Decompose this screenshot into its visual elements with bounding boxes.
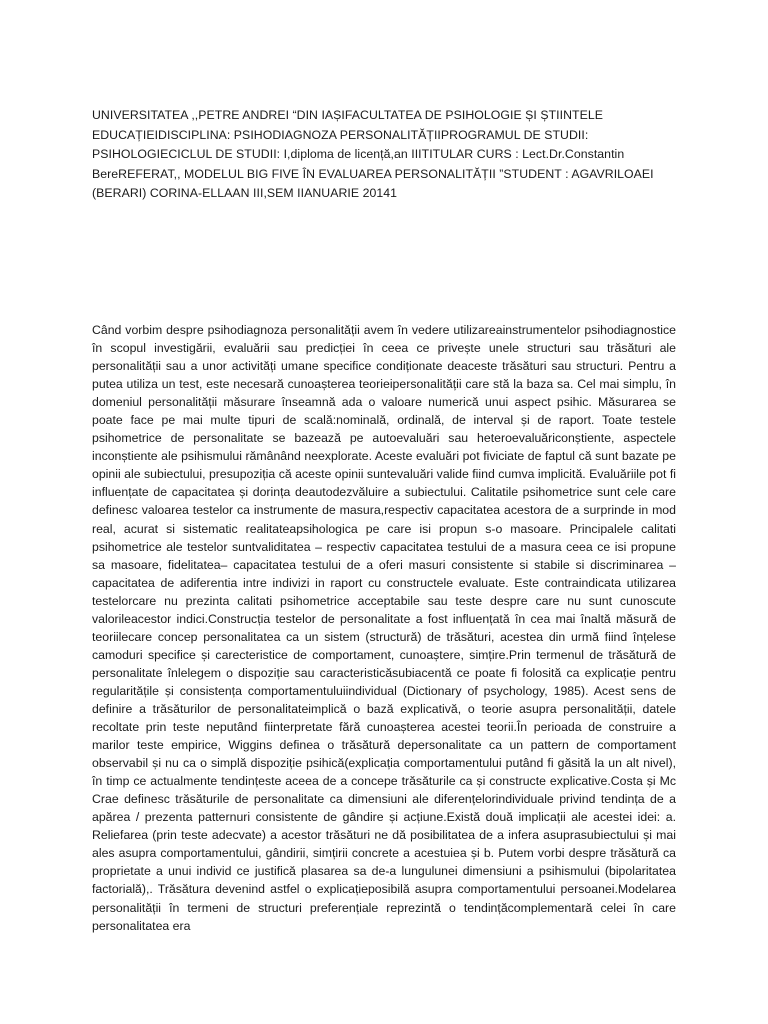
document-body-text: Când vorbim despre psihodiagnoza personalității avem în vedere utilizareainstrumentelor psihodiagnostice în scopul investigării, evaluării sau predicției în ceea ce privește unele structuri sau trăsături ale personalității sau a unor activități umane specifice condiționate deaceste trăsături sau structuri. Pentru a putea utiliza un test, este necesară cunoașterea teorieipersonalității care stă la baza sa. Cel mai simplu, în domeniul personalității măsurare înseamnă ada o valoare numerică unui aspect psihic. Măsurarea se poate face pe mai multe tipuri de scală:nominală, ordinală, de interval și de raport. Toate testele psihometrice de personalitate se bazează pe autoevaluări sau heteroevaluăriconștiente, aspectele inconștiente ale psihismului rămânând neexplorate. Aceste evaluări pot fiviciate de faptul că sunt bazate pe opinii ale subiectului, presupoziția că aceste opinii suntevaluări valide fiind cumva implicită. Evaluăriile pot fi influențate de capacitatea și dorința deautodezvăluire a subiectului. Calitatile psihometrice sunt cele care definesc valoarea testelor ca instrumente de masura,respectiv capacitatea acestora de a surprinde in mod real, acurat si sistematic realitateapsihologica pe care isi propun s-o masoare. Principalele calitati psihometrice ale testelor suntvaliditatea – respectiv capacitatea testului de a masura ceea ce isi propune sa masoare, fidelitatea– capacitatea testului de a oferi masuri consistente si stabile si discriminarea – capacitatea de adiferentia intre indivizi in raport cu constructele evaluate. Este contraindicata utilizarea testelorcare nu prezinta calitati psihometrice acceptabile sau teste despre care nu sunt cunoscute valorileacestor indici.Construcția testelor de personalitate a fost influențată în cea mai înaltă măsură de teoriilecare concep personalitatea ca un sistem (structură) de trăsături, acestea din urmă fiind înțelese camoduri specifice și carecteristice de comportament, cunoaștere, simțire.Prin termenul de trăsătură de personalitate înlelegem o dispoziție sau caracteristicăsubiacentă ce poate fi folosită ca explicație pentru regularitățile și consistența comportamentuluiindividual (Dictionary of psychology, 1985). Acest sens de definire a trăsăturilor de personalitateimplică o bază explicativă, o teorie asupra personalității, datele recoltate prin teste neputând fiinterpretate fără cunoașterea acestei teorii.În perioada de construire a marilor teste empirice, Wiggins definea o trăsătură depersonalitate ca un pattern de comportament observabil și nu ca o simplă dispoziție psihică(explicația comportamentului putând fi găsită la un alt nivel), în timp ce actualmente tendințeste aceea de a concepe trăsăturile ca și constructe explicative.Costa și Mc Crae definesc trăsăturile de personalitate ca dimensiuni ale diferențelorindividuale privind tendința de a apărea / prezenta patternuri consistente de gândire și acțiune.Există două implicații ale acestei idei: a. Reliefarea (prin teste adecvate) a acestor trăsături ne dă posibilitatea de a infera asuprasubiectului și mai ales asupra comportamentului, gândirii, simțirii concrete a acestuiea și b. Putem vorbi despre trăsătură ca proprietate a unui individ ce justifică plasarea sa de-a lungulunei dimensiuni a psihismului (bipolaritatea factorială),. Trăsătura devenind astfel o explicațieposibilă asupra comportamentului persoanei.Modelarea personalității în termeni de structuri preferențiale reprezintă o tendințăcomplementară celei în care personalitatea era xyxy=(92,323,676,933)
document-header: UNIVERSITATEA ,,PETRE ANDREI “DIN IAȘIFACULTATEA DE PSIHOLOGIE ȘI ȘTIINTELE EDUCAȚIEIDISCIPLINA: PSIHODIAGNOZA PERSONALITĂȚIIPROGRAMUL DE STUDII: PSIHOLOGIECICLUL DE STUDII: I,diploma de licență,an IIITITULAR CURS : Lect.Dr.Constantin BereREFERAT,, MODELUL BIG FIVE ÎN EVALUAREA PERSONALITĂȚII ”STUDENT : AGAVRILOAEI (BERARI) CORINA-ELLAAN III,SEM IIANUARIE 20141 xyxy=(92,108,654,201)
